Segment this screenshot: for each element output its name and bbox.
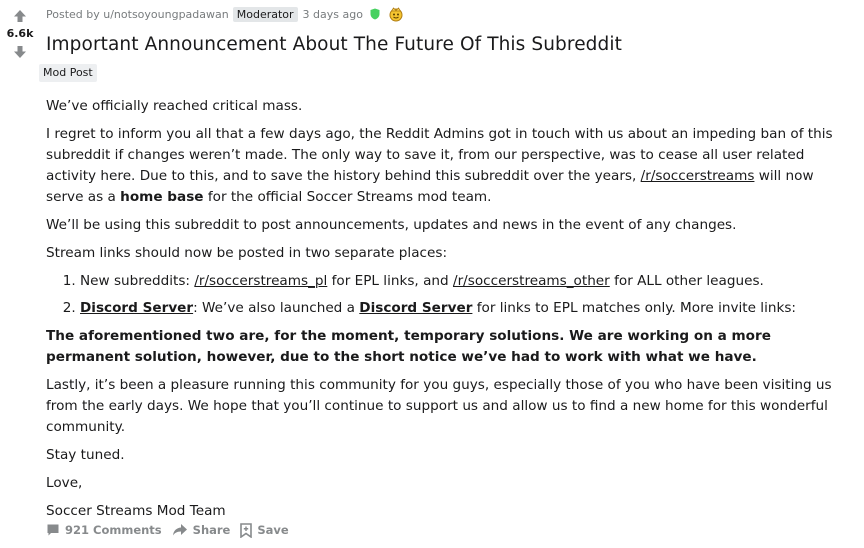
- post-actions: [46, 519, 299, 541]
- body-paragraph-3: We’ll be using this subreddit to post announcements, updates and news in the event of any changes.: [46, 217, 737, 233]
- body-text: I regret to inform you all that a few days ago, the Reddit Admins got in touch with us about an impeding ban of this subreddit if changes weren’t made. The only way to save it, from our perspective, was to cease all user related activity here. Due to this, and to save the history behind this subreddit over the years,: [46, 126, 833, 184]
- upvote-arrow-icon: [13, 9, 27, 23]
- list-item: [80, 298, 852, 319]
- body-paragraph-5: [46, 326, 852, 368]
- comments-count: 921 Comments: [65, 523, 162, 537]
- downvote-button[interactable]: [10, 42, 30, 62]
- comments-button[interactable]: [46, 523, 162, 537]
- share-label: Share: [192, 523, 231, 537]
- body-paragraph-1: We’ve officially reached critical mass.: [46, 98, 303, 114]
- body-text: for the official Soccer Streams mod team.: [203, 189, 492, 205]
- soccerstreams-link[interactable]: /r/soccerstreams: [640, 168, 755, 184]
- post-time[interactable]: 3 days ago: [302, 7, 363, 21]
- list-item: [80, 271, 852, 292]
- posted-by-link[interactable]: Posted by u/notsoyoungpadawan: [46, 7, 229, 21]
- post-body: [46, 96, 852, 529]
- body-text: for ALL other leagues.: [609, 273, 764, 289]
- soccerstreams-pl-link[interactable]: /r/soccerstreams_pl: [194, 273, 328, 289]
- save-label: Save: [257, 523, 289, 537]
- author-flair: Moderator: [233, 7, 298, 22]
- body-paragraph-7: Stay tuned.: [46, 447, 125, 463]
- discord-server-link-2[interactable]: Discord Server: [359, 300, 473, 316]
- save-button[interactable]: [240, 523, 288, 538]
- body-paragraph-4: Stream links should now be posted in two separate places:: [46, 245, 448, 261]
- award-icon[interactable]: [388, 6, 404, 22]
- moderator-shield-icon: [370, 8, 380, 20]
- body-paragraph-6: Lastly, it’s been a pleasure running this community for you guys, especially those of you who have been visiting us from the early days. We hope that you’ll continue to support us and allow us to find a new home for this wonderful community.: [46, 377, 832, 435]
- body-paragraph-8: Love,: [46, 475, 83, 491]
- body-text: for EPL links, and: [327, 273, 453, 289]
- body-text: New subreddits:: [80, 273, 195, 289]
- post-meta: [46, 2, 852, 26]
- body-text: for links to EPL matches only. More invite links:: [472, 300, 797, 316]
- body-bold-text: The aforementioned two are, for the moment, temporary solutions. We are working on a more permanent solution, however, due to the short notice we’ve had to work with what we have.: [46, 328, 771, 365]
- comment-icon: [46, 523, 60, 537]
- share-button[interactable]: [172, 523, 231, 537]
- downvote-arrow-icon: [13, 45, 27, 59]
- vote-column: [0, 0, 40, 62]
- post-title[interactable]: Important Announcement About The Future Of This Subreddit: [46, 34, 622, 55]
- body-paragraph-9: Soccer Streams Mod Team: [46, 503, 226, 519]
- discord-server-link[interactable]: Discord Server: [80, 300, 194, 316]
- upvote-button[interactable]: [10, 6, 30, 26]
- post-flair[interactable]: Mod Post: [39, 64, 97, 82]
- body-text: : We’ve also launched a: [193, 300, 360, 316]
- vote-count: 6.6k: [6, 27, 34, 40]
- share-icon: [172, 523, 188, 537]
- body-bold-text: home base: [120, 189, 204, 205]
- soccerstreams-other-link[interactable]: /r/soccerstreams_other: [452, 273, 610, 289]
- save-icon: [240, 523, 252, 538]
- body-paragraph-2: [46, 124, 852, 208]
- post-content: [43, 0, 852, 519]
- body-list: [46, 271, 852, 319]
- body-text: will now serve as a: [46, 168, 814, 205]
